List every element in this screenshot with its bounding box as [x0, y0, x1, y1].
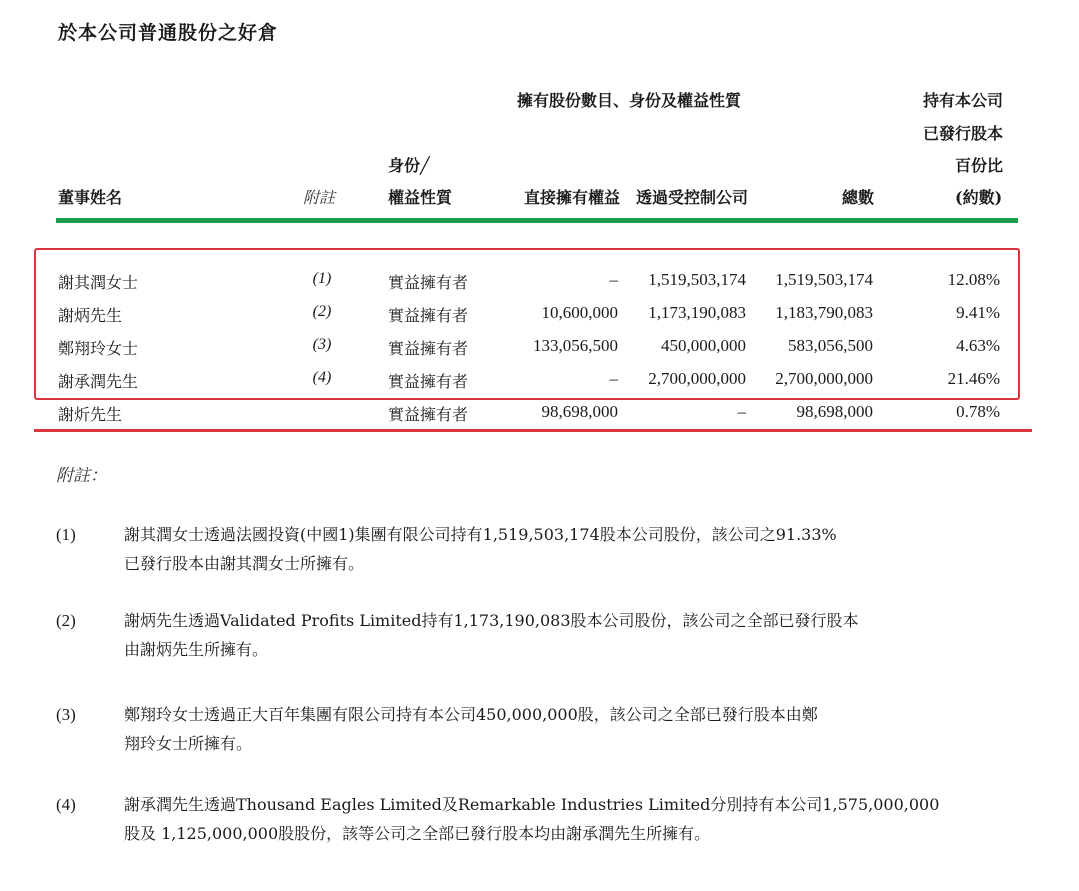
total-heading: 總數: [842, 188, 875, 207]
table-row: [0, 398, 1079, 428]
capacity: 實益擁有者: [388, 405, 469, 424]
total-shares: 1,183,790,083: [775, 303, 873, 322]
percentage: 21.46%: [947, 369, 1000, 388]
capacity: 實益擁有者: [388, 273, 469, 292]
footnote-line: 謝其潤女士透過法國投資(中國1)集團有限公司持有1,519,503,174股本公司股份，該公司之91.33%: [124, 525, 837, 544]
direct-interest: 10,600,000: [541, 303, 618, 322]
percentage: 0.78%: [956, 402, 1000, 421]
controlled-interest: 2,700,000,000: [648, 369, 746, 388]
header-rule: [56, 218, 1018, 223]
direct-interest: 133,056,500: [533, 336, 618, 355]
direct-interest: –: [609, 270, 618, 289]
capacity: 實益擁有者: [388, 306, 469, 325]
footnote-line: 謝承潤先生透過Thousand Eagles Limited及Remarkable Industries Limited分別持有本公司1,575,000,000: [124, 795, 940, 814]
footnote-line: 已發行股本由謝其潤女士所擁有。: [124, 554, 365, 573]
controlled-heading: 透過受控制公司: [636, 188, 749, 207]
capacity: 實益擁有者: [388, 372, 469, 391]
director-name-heading: 董事姓名: [58, 188, 123, 207]
total-shares: 2,700,000,000: [775, 369, 873, 388]
page-title: 於本公司普通股份之好倉: [58, 22, 279, 44]
footnote-line: 股及 1,125,000,000股股份，該等公司之全部已發行股本均由謝承潤先生所擁有。: [124, 824, 711, 843]
controlled-interest: 1,173,190,083: [648, 303, 746, 322]
notes-title: 附註：: [56, 466, 107, 486]
direct-interest: –: [609, 369, 618, 388]
percentage: 9.41%: [956, 303, 1000, 322]
note-ref: (3): [312, 336, 332, 353]
highlight-box: [34, 248, 1020, 400]
controlled-interest: 1,519,503,174: [648, 270, 746, 289]
note-ref: (2): [312, 303, 332, 320]
total-shares: 1,519,503,174: [775, 270, 873, 289]
note-heading: 附註: [303, 188, 336, 207]
footnote-line: 鄭翔玲女士透過正大百年集團有限公司持有本公司450,000,000股，該公司之全部已發行股本由鄭: [124, 705, 818, 724]
controlled-interest: –: [737, 402, 746, 421]
percentage: 12.08%: [947, 270, 1000, 289]
note-ref: (4): [312, 369, 332, 386]
total-shares: 583,056,500: [788, 336, 873, 355]
footnote-line: 翔玲女士所擁有。: [124, 734, 253, 753]
footnote-label: (4): [56, 795, 76, 814]
controlled-interest: 450,000,000: [661, 336, 746, 355]
direct-heading: 直接擁有權益: [524, 188, 621, 207]
capacity-heading-line1: 身份╱: [388, 156, 430, 175]
group-heading: 擁有股份數目、身份及權益性質: [517, 91, 742, 110]
director-name: 謝承潤先生: [58, 372, 139, 391]
pct-heading-line3: 百份比: [955, 156, 1004, 175]
footnote-line: 謝炳先生透過Validated Profits Limited持有1,173,190,083股本公司股份，該公司之全部已發行股本: [124, 611, 859, 630]
footnote-label: (1): [56, 525, 76, 544]
direct-interest: 98,698,000: [541, 402, 618, 421]
director-name: 謝其潤女士: [58, 273, 139, 292]
director-name: 謝炳先生: [58, 306, 123, 325]
footnote-label: (3): [56, 705, 76, 724]
highlight-underline: [34, 429, 1032, 432]
pct-heading-line2: 已發行股本: [923, 124, 1004, 143]
percentage: 4.63%: [956, 336, 1000, 355]
footnote-line: 由謝炳先生所擁有。: [124, 640, 269, 659]
pct-heading-line1: 持有本公司: [923, 91, 1004, 110]
director-name: 鄭翔玲女士: [58, 339, 139, 358]
capacity: 實益擁有者: [388, 339, 469, 358]
pct-heading-line4: (約數): [955, 188, 1003, 207]
director-name: 謝炘先生: [58, 405, 123, 424]
footnote-label: (2): [56, 611, 76, 630]
total-shares: 98,698,000: [796, 402, 873, 421]
capacity-heading-line2: 權益性質: [388, 188, 453, 207]
note-ref: (1): [312, 270, 332, 287]
